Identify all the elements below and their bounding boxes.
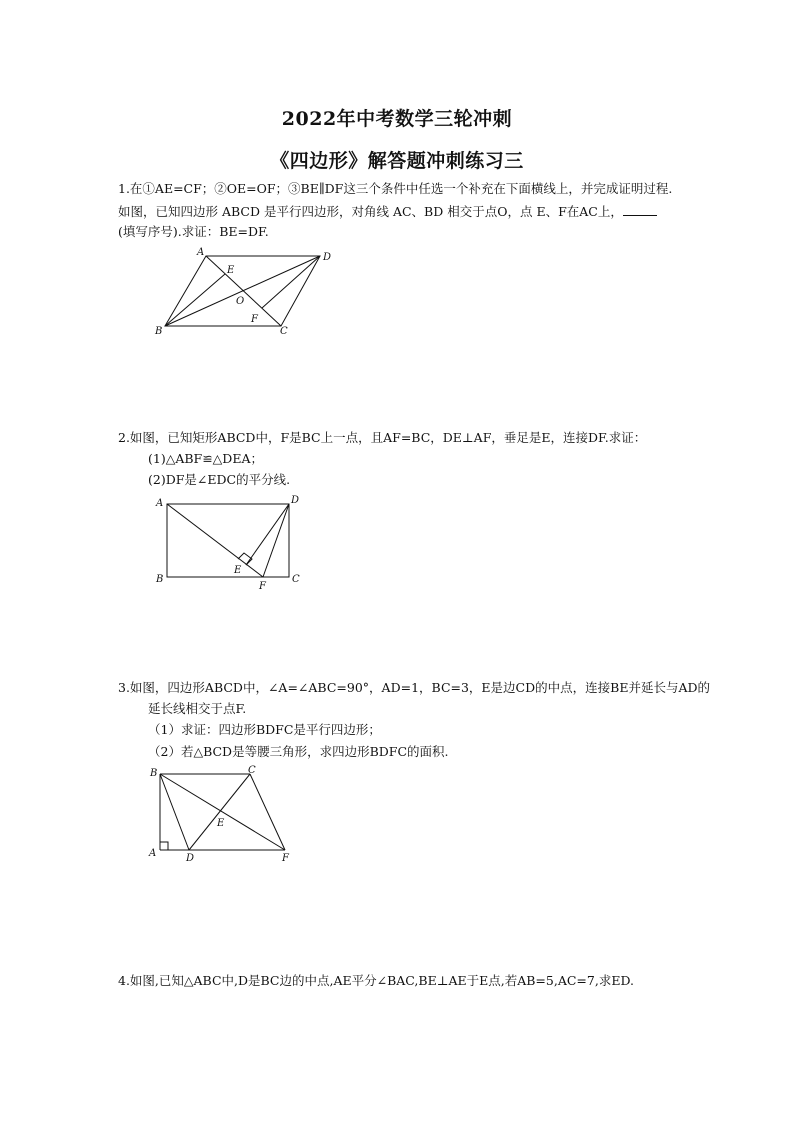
q3-line-1: 3.如图，四边形ABCD中，∠A=∠ABC=90°，AD=1，BC=3，E是边CD的中点，连接BE并延长与AD的 — [118, 680, 710, 695]
q2-label-f: F — [259, 581, 266, 592]
q1-label-e: E — [227, 265, 235, 276]
q2-segment-df — [263, 504, 289, 577]
page-title: 2022年中考数学三轮冲刺 — [281, 108, 513, 130]
q3-segment-bf — [160, 774, 285, 850]
q3-segment-cd — [189, 774, 250, 850]
q2-segment-de — [246, 504, 289, 565]
q3-segment-bd — [160, 774, 189, 850]
q3-label-d: D — [186, 853, 195, 864]
q2-rectangle — [167, 504, 289, 577]
q2-line-2: (1)△ABF≌△DEA； — [148, 451, 263, 466]
q1-line-2 — [118, 203, 657, 220]
q3-label-e: E — [217, 818, 225, 829]
q1-line-2-text: 如图，已知四边形 ABCD 是平行四边形，对角线 AC、BD 相交于点O，点 E、F在AC上， — [118, 204, 623, 219]
q3-segment-cf — [250, 774, 285, 850]
q1-figure — [150, 248, 340, 340]
q1-label-c: C — [280, 326, 288, 337]
q3-label-b: B — [150, 768, 158, 779]
q3-right-angle-mark — [160, 842, 168, 850]
q2-label-c: C — [292, 574, 300, 585]
q1-label-o: O — [236, 296, 245, 307]
q2-line-3: (2)DF是∠EDC的平分线. — [148, 472, 291, 487]
q3-figure — [145, 762, 300, 862]
q1-diagonal-bd — [165, 256, 320, 326]
q3-line-4: （2）若△BCD是等腰三角形，求四边形BDFC的面积. — [148, 744, 449, 759]
q2-segment-af — [167, 504, 263, 577]
q1-label-a: A — [197, 247, 205, 258]
q2-label-d: D — [291, 495, 300, 506]
q1-label-f: F — [251, 314, 258, 325]
q2-label-e: E — [234, 565, 242, 576]
q2-line-1: 2.如图，已知矩形ABCD中，F是BC上一点，且AF=BC，DE⊥AF，垂足是E，连接DF.求证： — [118, 430, 647, 445]
q2-figure — [150, 492, 310, 592]
q3-line-2: 延长线相交于点F. — [148, 701, 247, 716]
q1-answer-blank — [623, 203, 657, 216]
q3-line-3: （1）求证：四边形BDFC是平行四边形； — [148, 722, 381, 737]
q1-label-b: B — [155, 326, 163, 337]
q1-segment-be — [165, 274, 225, 326]
q4-line-1: 4.如图,已知△ABC中,D是BC边的中点,AE平分∠BAC,BE⊥AE于E点,若AB=5,AC=7,求ED. — [118, 973, 634, 988]
page-subtitle: 《四边形》解答题冲刺练习三 — [270, 150, 524, 172]
q3-label-c: C — [248, 765, 256, 776]
q2-label-a: A — [156, 498, 164, 509]
q1-label-d: D — [323, 252, 332, 263]
q3-label-a: A — [149, 848, 157, 859]
q3-label-f: F — [282, 853, 289, 864]
q1-segment-df — [262, 256, 320, 308]
q1-line-3: (填写序号).求证：BE=DF. — [118, 224, 269, 239]
q1-line-1: 1.在①AE=CF；②OE=OF；③BE∥DF这三个条件中任选一个补充在下面横线上，并完成证明过程. — [118, 181, 673, 196]
q2-label-b: B — [156, 574, 164, 585]
